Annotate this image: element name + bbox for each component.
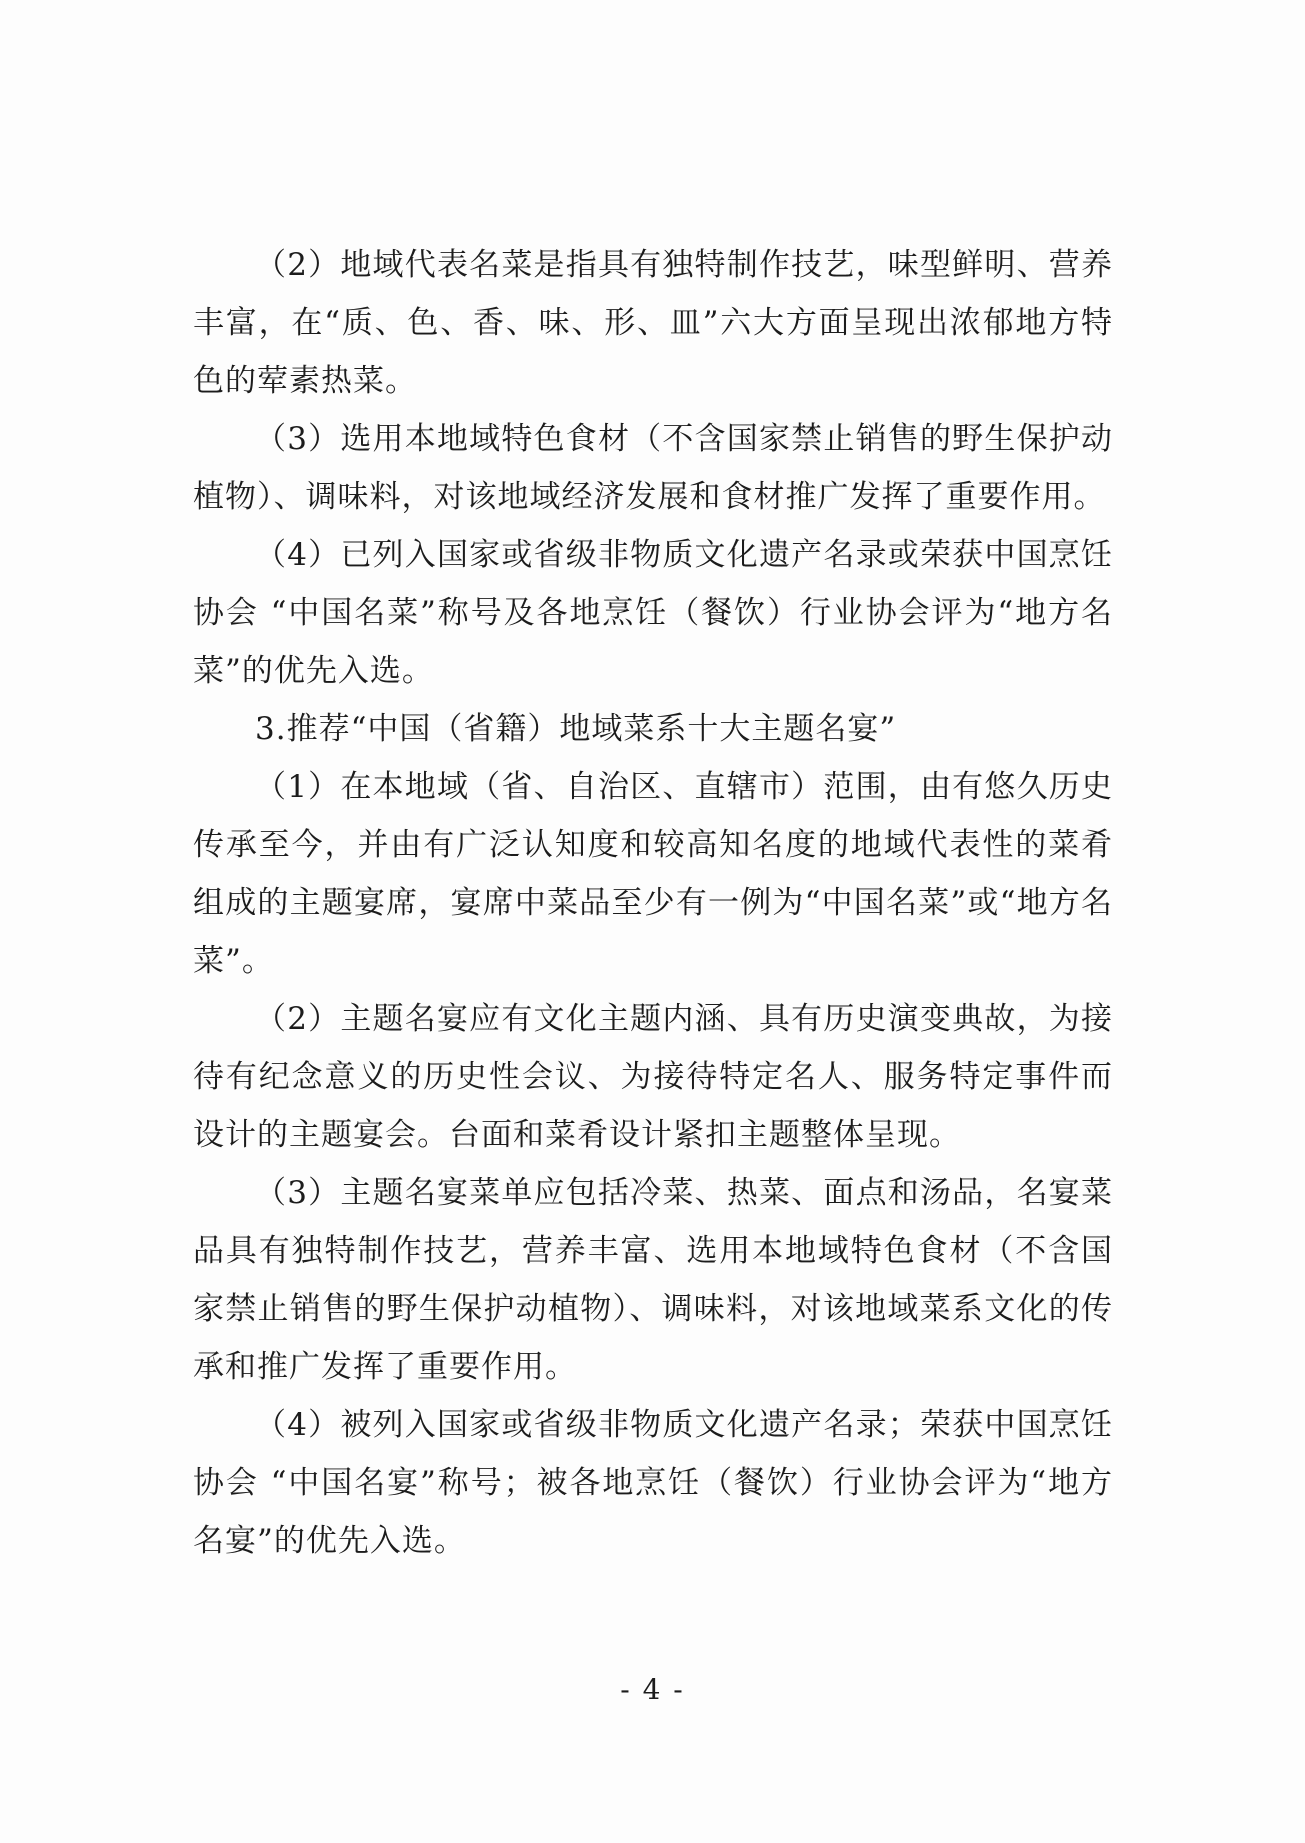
section-heading-banquets: 3.推荐“中国（省籍）地域菜系十大主题名宴” — [255, 711, 897, 747]
paragraph-banquet-item-1: （1）在本地域（省、自治区、直辖市）范围，由有悠久历史传承至今，并由有广泛认知度和较高知名度的地域代表性的菜肴组成的主题宴席，宴席中菜品至少有一例为“中国名菜”或“地方名菜”。 — [193, 769, 1113, 979]
paragraph-banquet-item-4: （4）被列入国家或省级非物质文化遗产名录；荣获中国烹饪协会 “中国名宴”称号；被各地烹饪（餐饮）行业协会评为“地方名宴”的优先入选。 — [193, 1407, 1113, 1559]
paragraph-item-3-ingredients: （3）选用本地域特色食材（不含国家禁止销售的野生保护动植物）、调味料，对该地域经济发展和食材推广发挥了重要作用。 — [193, 421, 1113, 515]
paragraph-item-4-priority-dishes: （4）已列入国家或省级非物质文化遗产名录或荣获中国烹饪协会 “中国名菜”称号及各地烹饪（餐饮）行业协会评为“地方名菜”的优先入选。 — [193, 537, 1113, 689]
paragraph-banquet-item-2: （2）主题名宴应有文化主题内涵、具有历史演变典故，为接待有纪念意义的历史性会议、为接待特定名人、服务特定事件而设计的主题宴会。台面和菜肴设计紧扣主题整体呈现。 — [193, 1001, 1113, 1153]
page-number: - 4 - — [620, 1673, 685, 1706]
paragraph-item-2-dish-definition: （2）地域代表名菜是指具有独特制作技艺，味型鲜明、营养丰富，在“质、色、香、味、形、皿”六大方面呈现出浓郁地方特色的荤素热菜。 — [193, 247, 1113, 399]
document-body — [193, 236, 1113, 1570]
paragraph-banquet-item-3: （3）主题名宴菜单应包括冷菜、热菜、面点和汤品，名宴菜品具有独特制作技艺，营养丰富、选用本地域特色食材（不含国家禁止销售的野生保护动植物）、调味料，对该地域菜系文化的传承和推广发挥了重要作用。 — [193, 1175, 1113, 1385]
